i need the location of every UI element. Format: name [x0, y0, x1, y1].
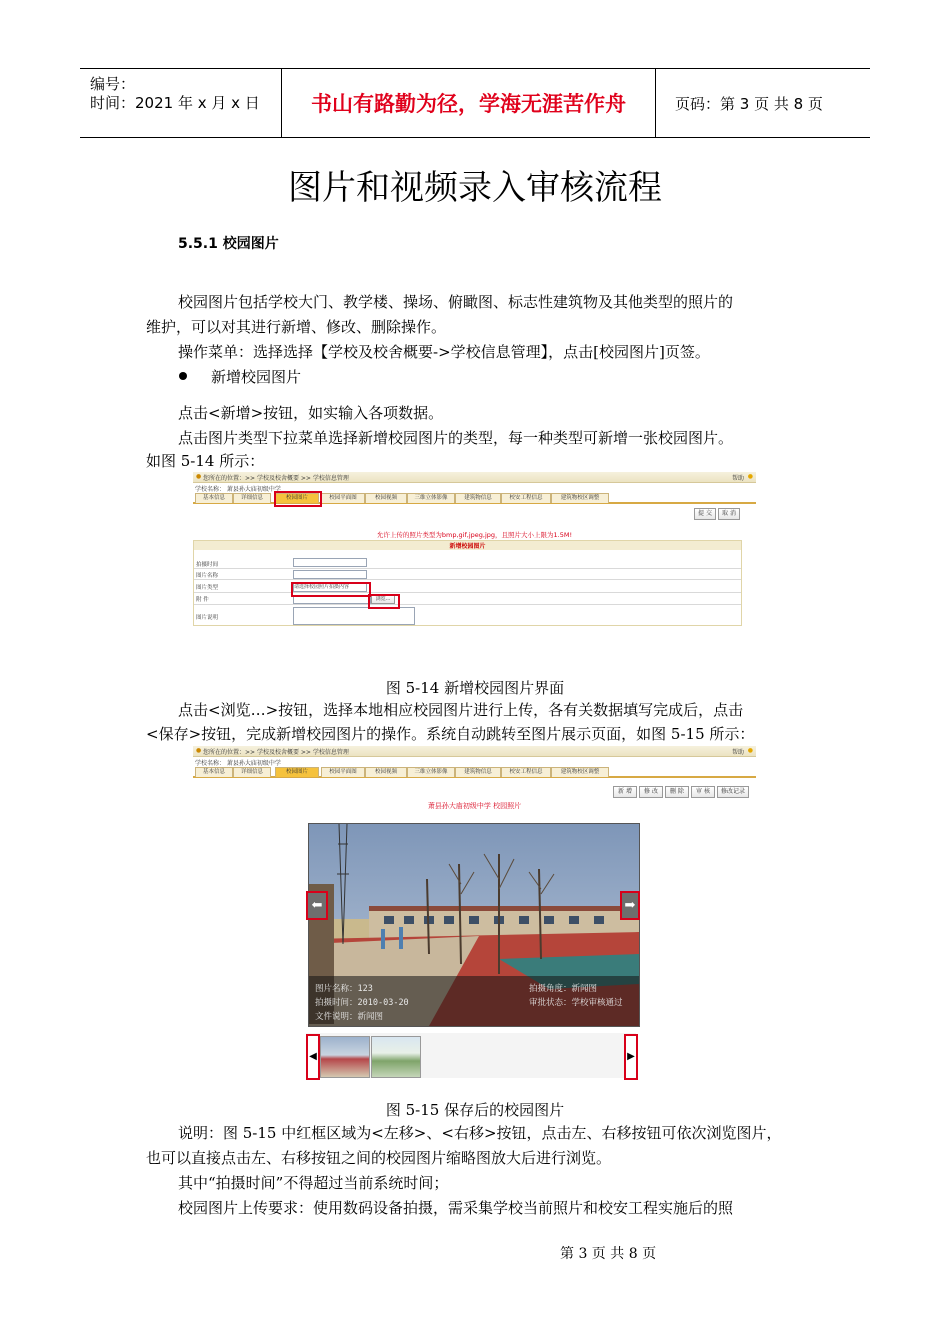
document-header: [80, 68, 870, 138]
photo-time: 拍摄时间：2010-03-20: [315, 998, 409, 1008]
move-left-button[interactable]: [306, 891, 328, 920]
label-photo-name: 图片名称: [196, 573, 219, 579]
tab-campus-adjust[interactable]: 建筑物校区调整: [551, 767, 609, 777]
gallery-heading: 萧县孙大庙初级中学 校园照片: [427, 802, 522, 810]
page-label: 页码：第 3 页 共 8 页: [675, 94, 823, 113]
photo-status: 审批状态：学校审核通过: [529, 998, 623, 1008]
figure-caption: 图 5-14 新增校园图片界面: [385, 679, 565, 697]
tab-detail[interactable]: 详细信息: [233, 767, 271, 777]
highlight-frame: [368, 594, 400, 609]
tab-safety[interactable]: 校安工程信息: [501, 767, 551, 777]
shoot-time-input[interactable]: [293, 558, 367, 567]
school-name: 学校名称： 萧县孙大庙初级中学: [195, 486, 281, 493]
number-label: 编号：: [90, 75, 136, 93]
section-heading: 5.5.1 校园图片: [178, 236, 279, 252]
thumb-right-button[interactable]: [624, 1034, 638, 1080]
page-indicator: [665, 69, 870, 137]
tab-campus-plan[interactable]: 校园平面图: [321, 493, 365, 503]
tab-basic[interactable]: 基本信息: [195, 767, 233, 777]
paragraph: 其中“拍摄时间”不得超过当前系统时间；: [178, 1174, 449, 1192]
paragraph: 校园图片上传要求：使用数码设备拍摄，需采集学校当前照片和校安工程实施后的照: [178, 1199, 734, 1217]
upload-notice: 允许上传的照片类型为bmp,gif,jpeg,jpg，且照片大小上限为1.5M!: [376, 531, 573, 539]
cancel-button[interactable]: 取 消: [718, 508, 740, 520]
tab-campus-photo[interactable]: 校园图片: [275, 493, 319, 503]
paragraph: 点击图片类型下拉菜单选择新增校园图片的类型，每一种类型可新增一张校园图片。: [178, 429, 734, 447]
page-footer: 第 3 页 共 8 页: [560, 1246, 657, 1262]
label-photo-desc: 图片说明: [196, 615, 219, 621]
tab-campus-video[interactable]: 校园视频: [365, 493, 407, 503]
bullet-text: 新增校园图片: [211, 368, 302, 386]
photo-name: 图片名称：123: [315, 984, 373, 994]
paragraph: 如图 5-14 所示：: [146, 452, 265, 470]
tab-building[interactable]: 建筑物信息: [455, 493, 501, 503]
photo-angle: 拍摄角度：新闻图: [529, 984, 598, 994]
breadcrumb: ● 您所在的位置： >> 学校及校舍概要 >> 学校信息管理 帮助 ●: [193, 472, 756, 483]
school-name: 学校名称： 萧县孙大庙初级中学: [195, 760, 281, 767]
label-shoot-time: 拍摄时间: [196, 562, 219, 568]
form-title: 新增校园图片: [194, 541, 741, 550]
highlight-frame: [291, 582, 371, 597]
highlight-frame: [274, 491, 322, 507]
label-photo-type: 图片类型: [196, 585, 219, 591]
submit-button[interactable]: 提 交: [694, 508, 716, 520]
tab-safety[interactable]: 校安工程信息: [501, 493, 551, 503]
tab-bar: [193, 766, 756, 778]
thumb-left-button[interactable]: [306, 1034, 320, 1080]
paragraph: 点击<浏览…>按钮，选择本地相应校园图片进行上传，各有关数据填写完成后，点击: [178, 701, 744, 719]
help-icon: ●: [747, 473, 753, 480]
photo-name-input[interactable]: [293, 570, 367, 579]
caret-right-icon: ▶: [627, 1051, 635, 1062]
edit-button[interactable]: 修 改: [639, 786, 663, 798]
help-link[interactable]: 帮助: [731, 749, 744, 756]
bullet-icon: [179, 372, 187, 380]
page-title: 图片和视频录入审核流程: [288, 168, 662, 208]
paragraph: 点击<新增>按钮，如实输入各项数据。: [178, 404, 444, 422]
tab-3d-image[interactable]: 三维立体影像: [407, 493, 455, 503]
paragraph: 校园图片包括学校大门、教学楼、操场、俯瞰图、标志性建筑物及其他类型的照片的: [178, 293, 734, 311]
move-right-button[interactable]: [620, 891, 640, 920]
photo-desc-textarea[interactable]: [293, 607, 415, 625]
motto: 书山有路勤为径，学海无涯苦作舟: [281, 69, 656, 137]
help-icon: ●: [747, 747, 753, 754]
photo-type-select[interactable]: 请选择校园照片拍摄内容: [293, 583, 367, 592]
tab-building[interactable]: 建筑物信息: [455, 767, 501, 777]
tab-campus-photo[interactable]: 校园图片: [275, 767, 319, 777]
paragraph: 维护，可以对其进行新增、修改、删除操作。: [146, 318, 447, 336]
tab-3d-image[interactable]: 三维立体影像: [407, 767, 455, 777]
figure-photo-gallery-screen: [193, 746, 756, 818]
tab-detail[interactable]: 详细信息: [233, 493, 271, 503]
breadcrumb: ● 您所在的位置： >> 学校及校舍概要 >> 学校信息管理 帮助 ●: [193, 746, 756, 757]
tab-campus-video[interactable]: 校园视频: [365, 767, 407, 777]
photo-desc: 文件说明：新闻图: [315, 1012, 384, 1022]
tab-campus-adjust[interactable]: 建筑物校区调整: [551, 493, 609, 503]
arrow-right-icon: ➡: [624, 898, 636, 913]
review-button[interactable]: 审 核: [691, 786, 715, 798]
add-button[interactable]: 新 增: [613, 786, 637, 798]
delete-button[interactable]: 删 除: [665, 786, 689, 798]
figure-add-photo-screen: [193, 472, 756, 647]
help-link[interactable]: 帮助: [731, 475, 744, 482]
header-meta: [80, 69, 280, 137]
figure-caption: 图 5-15 保存后的校园图片: [385, 1101, 565, 1119]
browse-button[interactable]: 浏览...: [371, 595, 395, 604]
label-attachment: 附 件: [196, 597, 209, 603]
photo-info-panel: [309, 976, 639, 1026]
paragraph: <保存>按钮，完成新增校园图片的操作。系统自动跳转至图片展示页面，如图 5-15 所示：: [146, 725, 755, 743]
tab-campus-plan[interactable]: 校园平面图: [321, 767, 365, 777]
add-photo-form: [193, 540, 742, 626]
paragraph: 说明：图 5-15 中红框区域为<左移>、<右移>按钮，点击左、右移按钮可依次浏览图片，: [178, 1124, 782, 1142]
caret-left-icon: ◀: [309, 1051, 317, 1062]
tab-basic[interactable]: 基本信息: [195, 493, 233, 503]
paragraph: 操作菜单：选择选择【学校及校舍概要->学校信息管理】，点击[校园图片]页签。: [178, 343, 710, 361]
arrow-left-icon: ⬅: [311, 898, 323, 913]
edit-log-button[interactable]: 修改记录: [717, 786, 749, 798]
thumbnail-2[interactable]: [371, 1036, 421, 1078]
time-label: 时间：2021 年 x 月 x 日: [90, 94, 260, 112]
paragraph: 也可以直接点击左、右移按钮之间的校园图片缩略图放大后进行浏览。: [146, 1149, 612, 1167]
campus-photo[interactable]: [308, 823, 640, 1027]
thumbnail-1[interactable]: [320, 1036, 370, 1078]
